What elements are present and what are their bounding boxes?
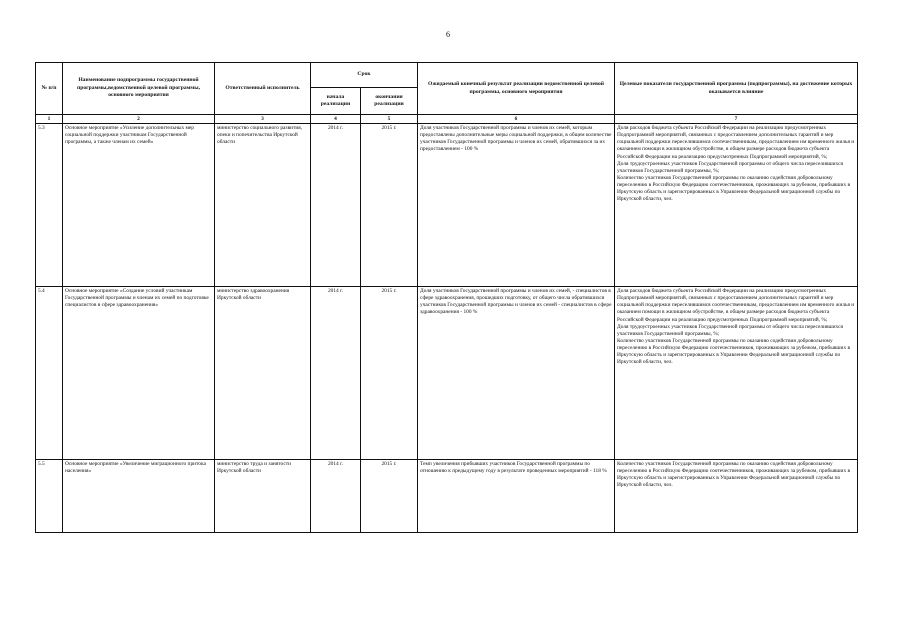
header-result: Ожидаемый конечный результат реализации ведомственной целевой программы, основного мероприятия <box>418 63 615 115</box>
page-number: 6 <box>446 30 450 39</box>
row-end: 2015 г. <box>361 287 418 460</box>
indicator-item: Доля расходов бюджета субъекта Российской Федерации на реализацию предусмотренных Подпрограммой мероприятий, связанных с предоставлением дополнительных гарантий и мер социальной поддержки переселившимся соотечественникам, предоставлением им временного жилья и оказанием помощи в жилищном обустройстве, в общем размере расходов бюджета субъекта Российской Федерации на реализацию предусмотренных Подпрограммой мероприятий, %; <box>617 288 855 323</box>
row-result: Доля участников Государственной программы и членов их семей, - специалистов в сфере здравоохранения, прошедших подготовку, от общего числа обратившихся участников Государственной программы и членов их семей - специалистов в сфере здравоохранения - 100 % <box>418 287 615 460</box>
column-number: 5 <box>361 115 418 124</box>
column-number: 6 <box>418 115 615 124</box>
table-row <box>36 124 858 287</box>
row-name: Основное мероприятие «Создание условий участникам Государственной программы и членам их семей по подготовке специалистов в сфере здравоохранения» <box>63 287 215 460</box>
indicator-item: Доля трудоустроенных участников Государственной программы от общего числа переселившихся участников Государственной программы, %; <box>617 323 843 337</box>
header-row <box>36 63 858 88</box>
row-name: Основное мероприятие «Увеличение миграционного притока населения» <box>63 460 215 533</box>
program-table <box>35 62 858 533</box>
row-name: Основное мероприятие «Усиление дополнительных мер социальной поддержки участникам Государственной программы, а также членам их семей» <box>63 124 215 287</box>
row-start: 2014 г. <box>311 124 361 287</box>
table-row <box>36 460 858 533</box>
row-num: 5.3 <box>36 124 63 287</box>
row-result: Темп увеличения прибывших участников Государственной программы по отношению к предыдущему году в результате проведенных мероприятий - 118 % <box>418 460 615 533</box>
column-number: 4 <box>311 115 361 124</box>
indicator-item: Количество участников Государственной программы по оказанию содействия добровольному переселению в Российскую Федерацию соотечественников, проживающих за рубежом, прибывших в Иркутскую область и зарегистрированных в Управлении Федеральной миграционной службы по Иркутской области, чел. <box>617 461 851 489</box>
row-indicators <box>615 460 858 533</box>
header-responsible: Ответственный исполнитель <box>215 63 311 115</box>
row-responsible: министерство здравоохранения Иркутской области <box>215 287 311 460</box>
header-term: Срок <box>311 63 418 88</box>
column-number: 7 <box>615 115 858 124</box>
header-end: окончания реализации <box>361 88 418 115</box>
row-start: 2014 г. <box>311 287 361 460</box>
row-num: 5.5 <box>36 460 63 533</box>
indicator-item: Количество участников Государственной программы по оказанию содействия добровольному переселению в Российскую Федерацию соотечественников, проживающих за рубежом, прибывших в Иркутскую область и зарегистрированных в Управлении Федеральной миграционной службы по Иркутской области, чел. <box>617 337 851 366</box>
column-number: 3 <box>215 115 311 124</box>
header-indicators: Целевые показатели государственной программы (подпрограммы), на достижение которых оказывается влияние <box>615 63 858 115</box>
indicator-item: Доля расходов бюджета субъекта Российской Федерации на реализацию предусмотренных Подпрограммой мероприятий, связанных с предоставлением дополнительных гарантий и мер социальной поддержки переселившимся соотечественникам, предоставлением им временного жилья и оказанием помощи в жилищном обустройстве, в общем размере расходов бюджета субъекта Российской Федерации на реализацию предусмотренных Подпрограммой мероприятий, %; <box>617 125 855 160</box>
header-name: Наименование подпрограммы государственной программы,ведомственной целевой программы, основного мероприятия <box>63 63 215 115</box>
column-numbers-row <box>36 115 858 124</box>
row-responsible: министерство труда и занятости Иркутской области <box>215 460 311 533</box>
header-num: № п/п <box>36 63 63 115</box>
header-start: начала реализации <box>311 88 361 115</box>
column-number: 1 <box>36 115 63 124</box>
indicator-item: Количество участников Государственной программы по оказанию содействия добровольному переселению в Российскую Федерацию соотечественников, проживающих за рубежом, прибывших в Иркутскую область и зарегистрированных в Управлении Федеральной миграционной службы по Иркутской области, чел. <box>617 174 851 203</box>
row-end: 2015 г. <box>361 460 418 533</box>
row-responsible: министерство социального развития, опеки и попечительства Иркутской области <box>215 124 311 287</box>
row-result: Доля участников Государственной программы и членов их семей, которым предоставлены дополнительные меры социальной поддержки, в общем количестве участников Государственной программы и членов их семей, обратившихся за их предоставлением - 100 % <box>418 124 615 287</box>
row-end: 2015 г. <box>361 124 418 287</box>
row-start: 2014 г. <box>311 460 361 533</box>
row-indicators <box>615 124 858 287</box>
indicator-item: Доля трудоустроенных участников Государственной программы от общего числа переселившихся участников Государственной программы, %; <box>617 160 843 174</box>
column-number: 2 <box>63 115 215 124</box>
row-num: 5.4 <box>36 287 63 460</box>
table-row <box>36 287 858 460</box>
row-indicators <box>615 287 858 460</box>
